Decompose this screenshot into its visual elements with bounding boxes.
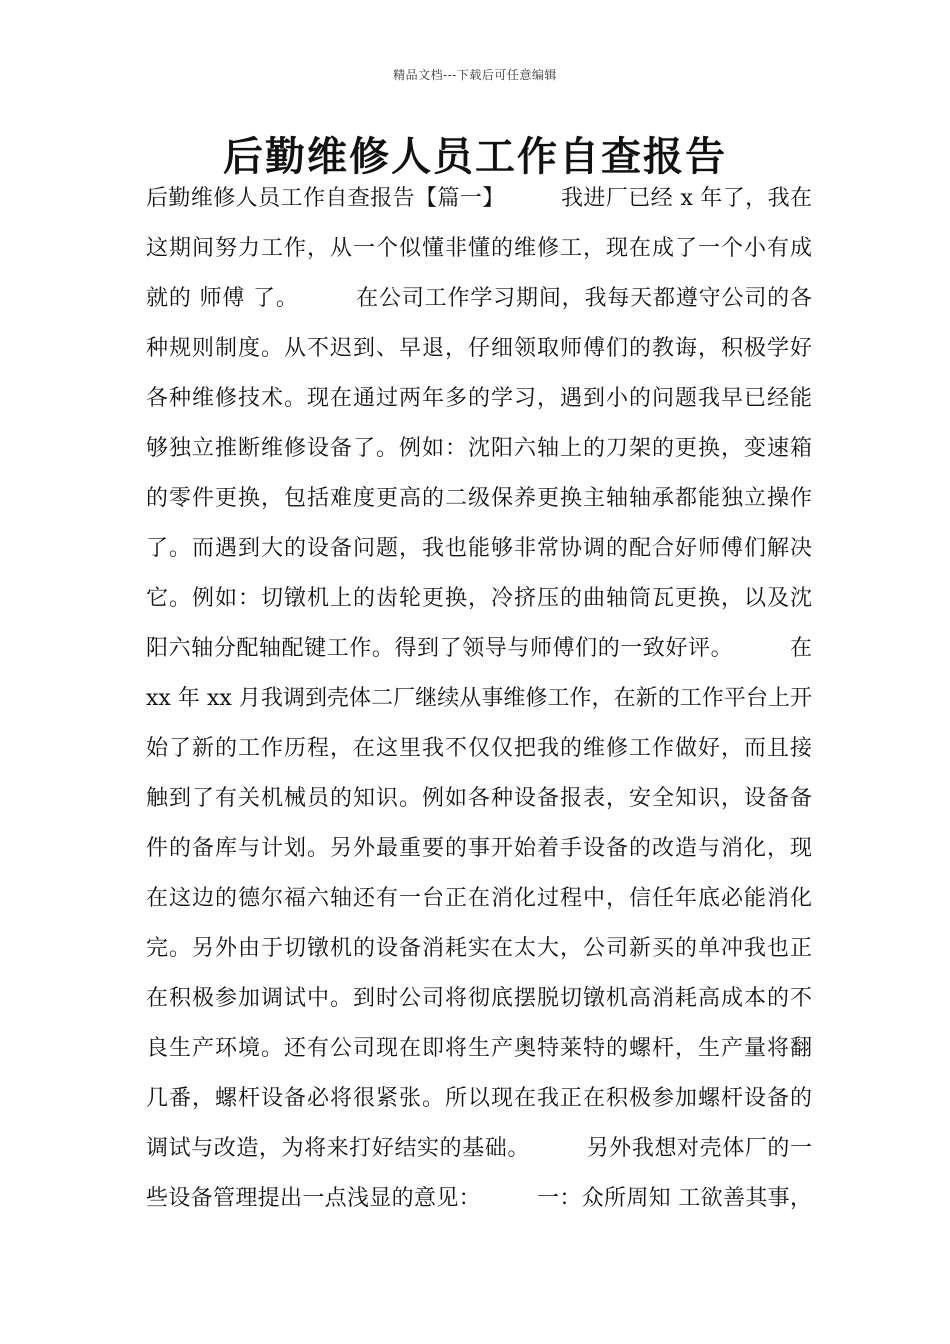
body-line-6: 够独立推断维修设备了。例如：沈阳六轴上的刀架的更换，变速箱 xyxy=(146,436,812,461)
body-line-4: 种规则制度。从不迟到、早退，仔细领取师傅们的教诲，积极学好 xyxy=(146,336,812,361)
body-line-18: 良生产环境。还有公司现在即将生产奥特莱特的螺杆，生产量将翻 xyxy=(146,1036,812,1061)
body-line-11: xx 年 xx 月我调到壳体二厂继续从事维修工作，在新的工作平台上开 xyxy=(146,686,812,711)
body-line-21: 些设备管理提出一点浅显的意见： 一：众所周知 工欲善其事， xyxy=(146,1186,812,1211)
body-line-10: 阳六轴分配轴配键工作。得到了领导与师傅们的一致好评。 在 xyxy=(146,636,812,661)
body-line-1: 后勤维修人员工作自查报告【篇一】 我进厂已经 x 年了，我在 xyxy=(146,186,812,211)
body-line-19: 几番，螺杆设备必将很紧张。所以现在我正在积极参加螺杆设备的 xyxy=(146,1086,812,1111)
document-body xyxy=(146,174,812,1224)
body-line-15: 在这边的德尔福六轴还有一台正在消化过程中，信任年底必能消化 xyxy=(146,886,812,911)
body-line-13: 触到了有关机械员的知识。例如各种设备报表，安全知识，设备备 xyxy=(146,786,812,811)
body-line-12: 始了新的工作历程，在这里我不仅仅把我的维修工作做好，而且接 xyxy=(146,736,812,761)
body-line-14: 件的备库与计划。另外最重要的事开始着手设备的改造与消化，现 xyxy=(146,836,812,861)
document-title: 后勤维修人员工作自查报告 xyxy=(223,134,727,180)
body-line-2: 这期间努力工作，从一个似懂非懂的维修工，现在成了一个小有成 xyxy=(146,236,812,261)
page-header-note: 精品文档---下载后可任意编辑 xyxy=(393,68,557,82)
body-line-5: 各种维修技术。现在通过两年多的学习，遇到小的问题我早已经能 xyxy=(146,386,812,411)
body-line-16: 完。另外由于切镦机的设备消耗实在太大，公司新买的单冲我也正 xyxy=(146,936,812,961)
body-line-3: 就的 师傅 了。 在公司工作学习期间，我每天都遵守公司的各 xyxy=(146,286,812,311)
body-line-20: 调试与改造，为将来打好结实的基础。 另外我想对壳体厂的一 xyxy=(146,1136,812,1161)
body-line-8: 了。而遇到大的设备问题，我也能够非常协调的配合好师傅们解决 xyxy=(146,536,812,561)
body-line-17: 在积极参加调试中。到时公司将彻底摆脱切镦机高消耗高成本的不 xyxy=(146,986,812,1011)
body-line-9: 它。例如：切镦机上的齿轮更换，冷挤压的曲轴筒瓦更换，以及沈 xyxy=(146,586,812,611)
body-line-7: 的零件更换，包括难度更高的二级保养更换主轴轴承都能独立操作 xyxy=(146,486,812,511)
